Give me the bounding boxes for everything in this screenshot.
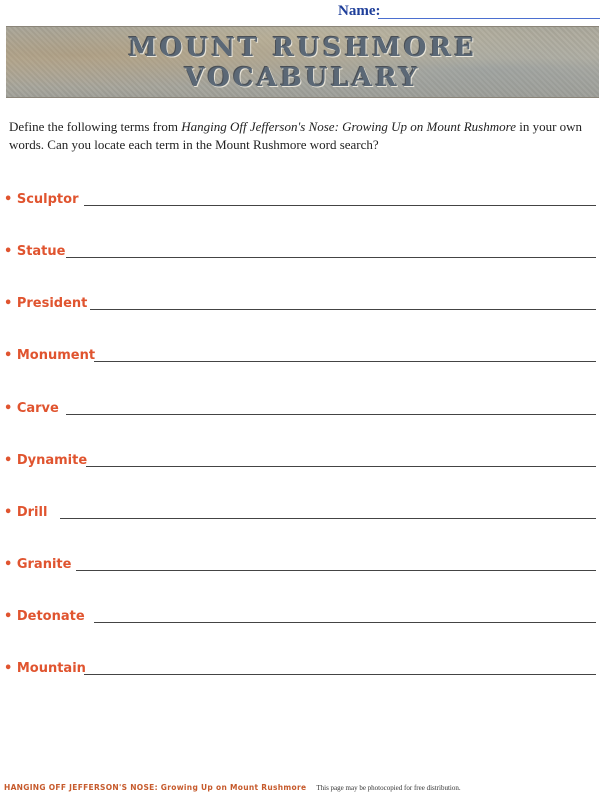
instructions-after: in your own words. Can you locate each term in the Mount Rushmore word search? <box>9 119 583 152</box>
term-label: • Detonate <box>4 609 85 624</box>
term-row-monument <box>4 348 596 368</box>
term-label: • President <box>4 296 88 311</box>
instructions-before: Define the following terms from <box>9 119 182 134</box>
definition-line[interactable] <box>86 466 596 467</box>
term-row-granite <box>4 557 596 577</box>
title-banner <box>6 26 599 98</box>
definition-line[interactable] <box>84 205 596 206</box>
title-line-1: MOUNT RUSHMORE <box>128 33 477 63</box>
definition-line[interactable] <box>66 257 596 258</box>
definition-line[interactable] <box>84 674 596 675</box>
term-label: • Mountain <box>4 661 86 676</box>
name-label: Name: <box>338 3 381 19</box>
term-row-carve <box>4 401 596 421</box>
term-row-sculptor <box>4 192 596 212</box>
term-row-mountain <box>4 661 596 681</box>
footer-note: This page may be photocopied for free distribution. <box>316 784 461 792</box>
footer-book-title: HANGING OFF JEFFERSON'S NOSE: Growing Up on Mount Rushmore <box>4 783 307 792</box>
definition-line[interactable] <box>76 570 596 571</box>
term-label: • Monument <box>4 348 96 363</box>
term-row-dynamite <box>4 453 596 473</box>
definition-line[interactable] <box>94 622 596 623</box>
definition-line[interactable] <box>60 518 596 519</box>
definition-line[interactable] <box>94 361 596 362</box>
definition-line[interactable] <box>66 414 596 415</box>
definition-line[interactable] <box>90 309 596 310</box>
term-label: • Drill <box>4 505 48 520</box>
term-label: • Carve <box>4 401 59 416</box>
term-row-president <box>4 296 596 316</box>
title-line-2: VOCABULARY <box>184 63 421 93</box>
name-field[interactable] <box>338 3 600 21</box>
term-label: • Granite <box>4 557 72 572</box>
term-row-statue <box>4 244 596 264</box>
term-label: • Sculptor <box>4 192 79 207</box>
term-row-detonate <box>4 609 596 629</box>
term-label: • Statue <box>4 244 66 259</box>
book-title: Hanging Off Jefferson's Nose: Growing Up on Mount Rushmore <box>181 119 516 134</box>
name-input-line[interactable] <box>378 18 600 19</box>
instructions <box>9 118 599 154</box>
footer <box>4 777 461 795</box>
term-row-drill <box>4 505 596 525</box>
term-label: • Dynamite <box>4 453 88 468</box>
